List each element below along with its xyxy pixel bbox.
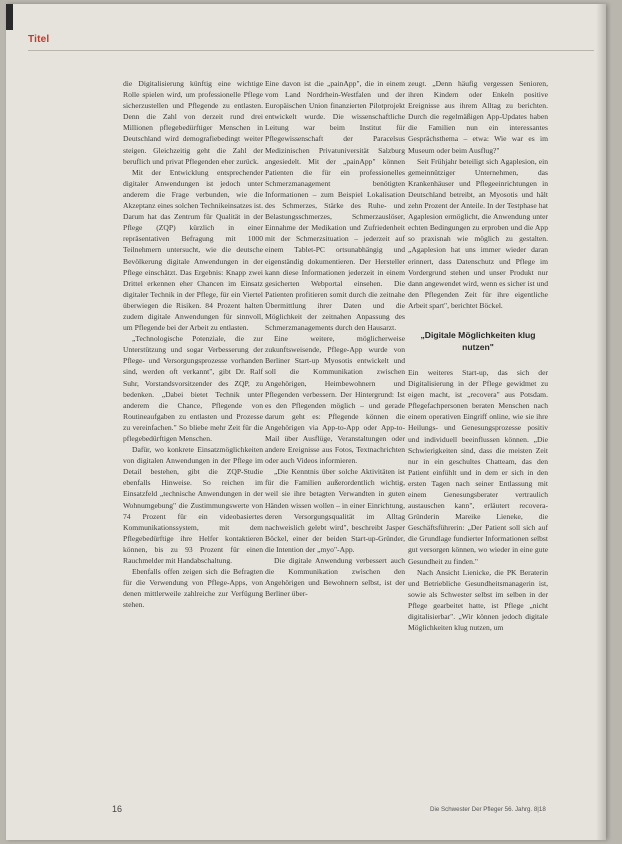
section-label: Titel	[28, 34, 50, 45]
paragraph: Ebenfalls offen zeigen sich die Befragten für die Verwendung von Pflege-Apps, von denen mittlerweile zahlreiche zur Verfügung stehen.	[123, 567, 263, 610]
text-column-2	[265, 78, 405, 778]
page-fold-shadow	[596, 4, 606, 840]
text-column-1	[123, 78, 263, 778]
paragraph: Die digitale Anwendung verbessert auch die Kommunikation zwischen den Angehörigen und Bewohnern selbst, ist der Berliner über-	[265, 556, 405, 599]
paragraph: Nach Ansicht Lienicke, die PK Beraterin und Betriebliche Gesundheitsmanagerin ist, sowie als Schwester selbst im selben in der Pflege gearbeitet hatte, ist Pflege „nicht digitalisierbar". „Wir können jedoch digitale Möglichkeiten klug nutzen, um	[408, 567, 548, 633]
paragraph: die Digitalisierung künftig eine wichtige Rolle spielen wird, um professionelle Pflege sicherzustellen und Pflegende zu entlasten. Denn die Zahl von derzeit rund drei Millionen pflegebedürftiger Menschen in Deutschland wird demografiebedingt weiter steigen. Gleichzeitig geht die Zahl der beruflich und privat Pflegenden eher zurück.	[123, 79, 263, 166]
page-number: 16	[112, 804, 123, 814]
paragraph: Eine weitere, möglicherweise zukunftsweisende, Pflege-App wurde von Berliner Start-up Myosotis entwickelt und soll die Kommunikation zwischen Angehörigen, Heimbewohnern und Pflegenden verbessern. Der Hintergrund: Ist es den Pflegenden möglich – und gerade darum geht es: Pflegende können die Angehörigen via App-to-App oder App-to-Mail über Ausflüge, Veranstaltungen oder andere Ereignisse aus Fotos, Textnachrichten oder auch Videos informieren.	[265, 334, 405, 466]
paragraph: Ein weiteres Start-up, das sich der Digitalisierung in der Pflege gewidmet zu eigen macht, ist „recovera" aus Potsdam. Pflegefachpersonen beraten Menschen nach einem operativen Eingriff online, wie sie ihre Heilungs- und Genesungsprozesse positiv und individuell beeinflussen können. „Die Schwierigkeiten sind, dass die meisten Zeit nur in ein geschultes Chatteam, das den Patient einfühlt und in dem er sich in den ersten Tagen nach seiner Entlassung mit einem Genesungsberater vertraulich austauschen kann", erläutert recovera-Gründerin Mareike Lieneke, die Geschäftsführerin: „Der Patient soll sich auf die Grundlage fundierter Informationen selbst gut versorgen können, wo wieder in eine gute Gesundheit zu finden."	[408, 367, 548, 566]
paragraph: Eine davon ist die „painApp", die in einem vom Land Nordrhein-Westfalen und der Europäischen Union finanzierten Pilotprojekt entwickelt wurde. Die wissenschaftliche Leitung war beim Institut für Pflegewissenschaft der Paracelsus Medizinischen Privatuniversität Salzburg angesiedelt. Mit der „painApp" können Patienten die für ein professionelles Schmerzmanagement benötigten Informationen – zum Beispiel Lokalisation des Schmerzes, Stärke des Ruhe- und Belastungsschmerzes, Schmerzauslöser, Einnahme der Medikation und Zufriedenheit mit der Schmerzsituation – jederzeit auf einem Tablet-PC ortsunabhängig und eigenständig dokumentieren. Der Hersteller kann diese Informationen jederzeit in einem gesicherten Webportal einsehen. Die Patienten profitieren somit durch die zeitnahe Übermittlung ihrer Daten und die Möglichkeit der zeitnahen Anpassung des Schmerzmanagements durch den Hausarzt.	[265, 79, 405, 333]
section-edge-bar	[6, 4, 13, 30]
header-rule	[28, 50, 594, 51]
paragraph: Mit der Entwicklung entsprechender digitaler Anwendungen ist jedoch unter anderem die Frage verbunden, wie die Akzeptanz eines solchen Technikeinsatzes ist. Darum hat das Zentrum für Qualität in der Pflege (ZQP) kürzlich in einer repräsentativen Befragung mit 1000 Teilnehmern untersucht, wie die deutsche Bevölkerung digitale Anwendungen in der Pflege einschätzt. Das Ergebnis: Knapp zwei Drittel erkennen eher Chancen im Einsatz digitaler Technik in der Pflege, für ein Viertel überwiegen die Risiken. 84 Prozent halten zudem digitale Anwendungen für sinnvoll, um Pflegende bei der Arbeit zu entlasten.	[123, 167, 263, 333]
magazine-page	[6, 4, 606, 840]
subheading: „Digitale Möglichkeiten klug nutzen"	[420, 329, 536, 352]
paragraph: Seit Frühjahr beteiligt sich Agaplesion, ein gemeinnütziger Unternehmen, das Krankenhäuser und Pflegeeinrichtungen in Deutschland betreibt, an Myosotis und hält zehn Prozent der Anteile. In der Testphase hat Agaplesion ermöglicht, die Anwendung unter echten Bedingungen zu erproben und die App so praxisnah wie möglich zu gestalten. „Agaplesion hat uns immer wieder daran erinnert, dass Datenschutz und Pflege im Vordergrund stehen und unser Produkt nur dann angewendet wird, wenn es sicher ist und den Pflegenden Zeit für ihre eigentliche Arbeit spart", berichtet Böckel.	[408, 156, 548, 310]
footer-credit: Die Schwester Der Pfleger 56. Jahrg. 8|18	[430, 806, 546, 813]
paragraph: „Die Kenntnis über solche Aktivitäten ist für die Familien außerordentlich wichtig, weil sie ihre betagten Verwandten in guten Händen wissen wollen – in einer Einrichtung, deren Versorgungsqualität im Alltag nachweislich gelebt wird", beschreibt Jasper Böckel, einer der beiden Start-up-Gründer, die Intention der „myo"-App.	[265, 467, 405, 554]
paragraph: zeugt. „Denn häufig vergessen Senioren, ihren Kindern oder Enkeln positive Ereignisse aus ihrem Alltag zu berichten. Durch die regelmäßigen App-Updates haben die Familien nun ein interessantes Gesprächsthema – etwa: Wie war es im Museum oder beim Ausflug?"	[408, 79, 548, 155]
paragraph: „Technologische Potenziale, die zur Unterstützung und sogar Verbesserung der Pflege- und Versorgungsprozesse vorhanden sind, werden oft verkannt", gibt Dr. Ralf Suhr, Vorstandsvorsitzender des ZQP, zu bedenken. „Dabei bietet Technik unter anderem die Chance, Pflegende von Routineaufgaben zu entlasten und Prozesse zu vereinfachen." So bliebe mehr Zeit für die pflegebedürftigen Menschen.	[123, 334, 263, 443]
text-column-3	[408, 78, 548, 778]
paragraph: Dafür, wo konkrete Einsatzmöglichkeiten von digitalen Anwendungen in der Pflege im Detail bestehen, gibt die ZQP-Studie ebenfalls Hinweise. So reichen im Einsatzfeld „technische Anwendungen in der Wohnumgebung" die Zustimmungswerte von 74 Prozent für ein videobasiertes Kommunikationssystem, mit dem Pflegebedürftige ihre Helfer kontaktieren können, bis zu 93 Prozent für einen Rauchmelder mit Handabschaltung.	[123, 445, 263, 566]
